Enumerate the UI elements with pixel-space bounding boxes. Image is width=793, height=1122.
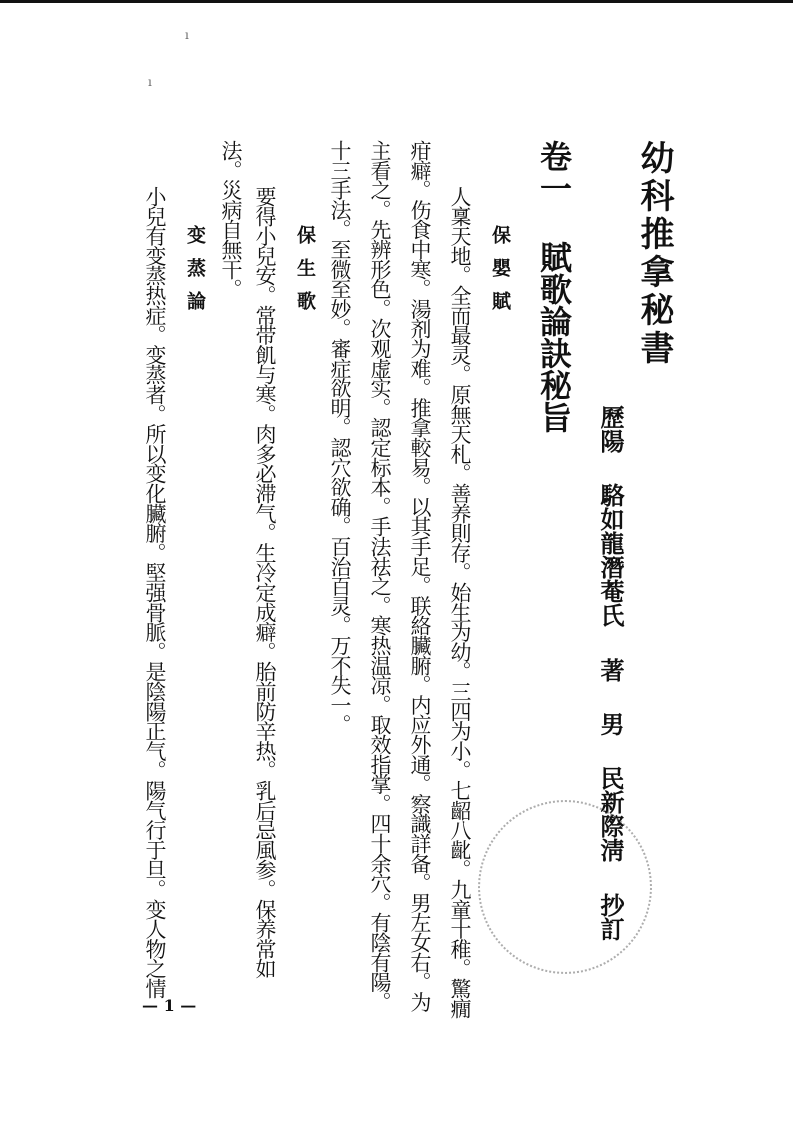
volume-heading — [535, 140, 573, 459]
text-line: 小兒有变蒸热症。变蒸者。所以变化臟腑。堅强骨脈。是陰陽正气。陽气行于旦。变人物之情 — [143, 186, 167, 998]
volume-title: 賦歌論訣秘旨 — [535, 241, 573, 434]
book-title: 幼科推拿秘書 — [634, 140, 674, 368]
text-line: 要得小兒安。常带飢与寒。肉多必滞气。生冷定成癖。胎前防辛热。乳后忌風参。保养常如 — [253, 186, 277, 979]
section-heading: 保嬰賦 — [489, 225, 511, 324]
text-line: 十三手法。至微至妙。審症欲明。認穴欲确。百治百灵。万不失一。 — [328, 140, 352, 735]
page-number: — 1 — — [142, 996, 197, 1015]
text-line: 法。災病自無干。 — [219, 140, 243, 299]
top-rule — [0, 0, 793, 3]
author-role: 著 — [596, 657, 625, 682]
scan-speck: ı — [185, 28, 189, 42]
library-stamp — [478, 800, 652, 974]
text-line: 主看之。先辨形色。次观虚实。認定标本。手法祛之。寒热温凉。取效指掌。四十余穴。有陰有陽。 — [368, 140, 392, 1012]
author-name: 駱如龍潛菴氏 — [596, 483, 625, 628]
scan-speck: ı — [148, 75, 152, 89]
son-name: 民新際淸 — [596, 766, 625, 863]
section-heading: 保生歌 — [294, 225, 316, 324]
son-label: 男 — [596, 712, 625, 737]
text-line: 疳癖。伤食中寒。湯剂为难。推拿較易。以其手足。联絡臟腑。内应外通。察識詳备。男左女右。为 — [408, 140, 432, 1012]
text-line: 人稟天地。全而最灵。原無天札。善养則存。始生为幼。三四为小。七齠八齔。九童十稚。驚癇 — [448, 186, 472, 1018]
volume-label: 卷一 — [535, 140, 573, 204]
section-heading: 变蒸論 — [184, 225, 206, 324]
son-role: 抄訂 — [596, 892, 625, 941]
author-place: 歷陽 — [596, 405, 625, 453]
